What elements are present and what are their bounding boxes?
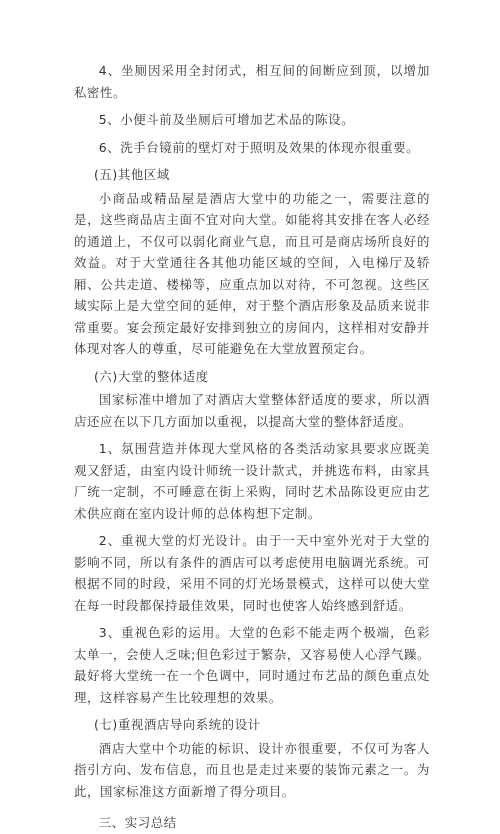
item-4-line: 4、坐厕因采用全封闭式，相互间的间断应到顶，以增加私密性。	[74, 63, 430, 100]
section-7-heading: (七)重视酒店导向系统的设计	[94, 717, 261, 732]
document-body	[74, 60, 430, 834]
section-5-paragraph: 小商品或精品屋是酒店大堂中的功能之一，需要注意的是，这些商品店主面不宜对向大堂。如能将其安排在客人必经的通道上，不仅可以弱化商业气息，而且可是商店场所良好的效益。对于大堂通往各其他功能区域的空间，入电梯厅及轿厢、公共走道、楼梯等，应重点加以对待，不可忽视。这些区域实际上是大堂空间的延伸，对于整个酒店形象及品质来说非常重要。宴会预定最好安排到独立的房间内，这样相对安静并体现对客人的尊重，尽可能避免在大堂放置预定台。	[74, 190, 430, 356]
section-6-intro: 国家标准中增加了对酒店大堂整体舒适度的要求，所以酒店还应在以下几方面加以重视，以提高大堂的整体舒适度。	[74, 392, 430, 429]
item-6-line: 6、洗手台镜前的壁灯对于照明及效果的体现亦很重要。	[98, 139, 420, 155]
section-6-item-2: 2、重视大堂的灯光设计。由于一天中室外光对于大堂的影响不同，所以有条件的酒店可以考虑使用电脑调光系统。可根据不同的时段，采用不同的灯光场景模式，这样可以使大堂在每一时段都保持最佳效果，同时也使客人始终感到舒适。	[74, 533, 430, 613]
summary-heading: 三、实习总结	[98, 815, 177, 830]
section-6-item-3: 3、重视色彩的运用。大堂的色彩不能走两个极端，色彩太单一，会使人乏味;但色彩过于繁杂，又容易使人心浮气躁。最好将大堂统一在一个色调中，同时通过布艺品的颜色重点处理，这样容易产生比较理想的效果。	[74, 625, 430, 705]
item-5-line: 5、小便斗前及坐厕后可增加艺术品的陈设。	[98, 112, 355, 127]
section-7-paragraph: 酒店大堂中个功能的标识、设计亦很重要，不仅可为客人指引方向、发布信息，而且也是走过来要的装饰元素之一。为此，国家标准这方面新增了得分项目。	[74, 740, 430, 799]
section-6-item-1: 1、氛围营造并体现大堂风格的各类活动家具要求应既美观又舒适，由室内设计师统一设计款式，并挑选布料，由家具厂统一定制，不可睡意在街上采购，同时艺术品陈设更应由艺术供应商在室内设计师的总体构想下定制。	[74, 441, 430, 521]
section-5-heading: (五)其他区域	[94, 167, 170, 182]
section-6-heading: (六)大堂的整体适度	[94, 368, 209, 384]
